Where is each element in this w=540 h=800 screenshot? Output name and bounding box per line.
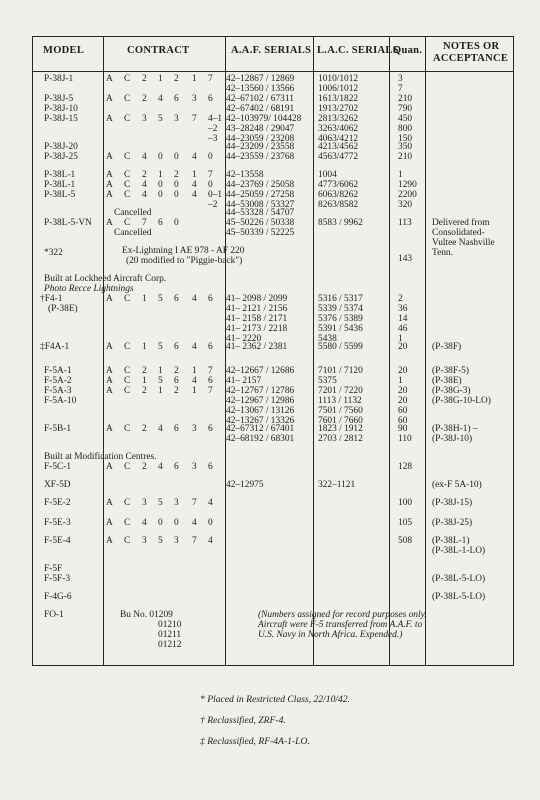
contract-cell: C [124,94,131,104]
header-notes: NOTES OR [443,41,500,52]
quantity-value: 20 [398,396,408,406]
aaf-serial: 42–67402 / 68191 [226,104,295,114]
bureau-number: Bu No. 01209 [120,610,173,620]
model-label: F-5E-3 [44,518,71,528]
contract-cell: C [124,218,131,228]
contract-cell: A [106,152,113,162]
contract-cell: 1 [192,170,197,180]
contract-cell: 4 [158,94,163,104]
contract-cell: 0 [158,180,163,190]
footnote: ‡ Reclassified, RF-4A-1-LO. [200,736,310,747]
lac-serial: 1823 / 1912 [318,424,363,434]
contract-cell: C [124,518,131,528]
contract-cell: 0–1 [208,190,223,200]
lac-serial: 1913/2702 [318,104,359,114]
quantity-value: 36 [398,304,408,314]
contract-cell: A [106,190,113,200]
contract-cell: 4 [192,376,197,386]
contract-cell: C [124,498,131,508]
aaf-serial: 41– 2121 / 2156 [226,304,288,314]
model-label: F-5C-1 [44,462,72,472]
quantity-value: 60 [398,406,408,416]
acceptance-note: (P-38F) [432,342,462,352]
header-model: MODEL [43,45,85,56]
contract-cell: 2 [142,424,147,434]
lac-serial: 4063/4212 [318,134,359,144]
contract-cell: C [124,152,131,162]
acceptance-note: Vultee Nashville [432,238,495,248]
contract-cell: 2 [142,366,147,376]
aaf-serial: 41– 2158 / 2171 [226,314,288,324]
contract-cell: A [106,180,113,190]
aaf-serial: 42–67102 / 67311 [226,94,294,104]
model-label: F-5B-1 [44,424,72,434]
lac-serial: 7101 / 7120 [318,366,363,376]
contract-cell: C [124,170,131,180]
contract-cell: 0 [174,218,179,228]
contract-cell: 0 [174,190,179,200]
lac-serial: 3263/4062 [318,124,359,134]
contract-cell: 4 [192,190,197,200]
contract-cell: 4–1 [208,114,223,124]
contract-cell: C [124,294,131,304]
model-label: P-38J-15 [44,114,78,124]
footnote: * Placed in Restricted Class, 22/10/42. [200,694,351,705]
contract-cell: 4 [208,498,213,508]
contract-cell: 7 [142,218,147,228]
record-note: Aircraft were F-5 transferred from A.A.F. to [258,620,423,630]
contract-cell: 2 [174,366,179,376]
column-divider [103,37,104,665]
aaf-serial: 42–12967 / 12986 [226,396,295,406]
acceptance-note: (P-38L-5-LO) [432,592,486,602]
aaf-serial: 42–13560 / 13566 [226,84,295,94]
contract-cell: C [124,376,131,386]
lac-serial: 5339 / 5374 [318,304,363,314]
footnotes [200,694,350,757]
quantity-value: 20 [398,386,408,396]
header-aaf-serials: A.A.F. SERIALS [231,45,312,56]
model-label: P-38L-1 [44,180,76,190]
contract-cell: A [106,424,113,434]
contract-cell: 4 [142,190,147,200]
contract-cell: 6 [174,424,179,434]
contract-cell: 0 [208,152,213,162]
model-label: †F4-1 [40,294,63,304]
contract-cell: 2 [142,170,147,180]
header-divider [33,71,513,72]
contract-cell: 2 [174,170,179,180]
contract-cell: C [124,536,131,546]
quantity-value: 20 [398,342,408,352]
contract-cell: 3 [174,536,179,546]
contract-cell: 3 [174,498,179,508]
lac-serial: 4773/6062 [318,180,359,190]
contract-cell: 6 [208,462,213,472]
quantity-value: 320 [398,200,413,210]
contract-cell: C [124,180,131,190]
contract-cell: 6 [208,94,213,104]
model-label: P-38J-1 [44,74,74,84]
cancelled-note: Cancelled [114,228,152,238]
quantity-value: 1 [398,334,403,344]
lac-serial: 8263/8582 [318,200,359,210]
contract-cell: –3 [208,134,218,144]
contract-cell: C [124,424,131,434]
contract-cell: 6 [208,294,213,304]
contract-cell: 6 [174,294,179,304]
contract-cell: 6 [174,462,179,472]
contract-cell: 0 [208,180,213,190]
aaf-serial: 42–103979/ 104428 [226,114,302,124]
contract-cell: 1 [192,366,197,376]
contract-cell: C [124,386,131,396]
header-lac-serials: L.A.C. SERIALS [317,45,399,56]
acceptance-note: (P-38H-1) – [432,424,478,434]
contract-cell: A [106,386,113,396]
acceptance-note: (P-38G-3) [432,386,471,396]
quantity-value: 113 [398,218,412,228]
aaf-serial: 42–68192 / 68301 [226,434,295,444]
column-divider [425,37,426,665]
contract-cell: 7 [192,114,197,124]
contract-cell: 2 [142,94,147,104]
contract-cell: 1 [158,74,163,84]
contract-cell: 1 [158,386,163,396]
contract-cell: –2 [208,200,218,210]
lac-serial: 5391 / 5436 [318,324,363,334]
quantity-value: 7 [398,84,403,94]
contract-cell: 4 [192,518,197,528]
contract-cell: 5 [158,342,163,352]
bureau-number: 01210 [158,620,182,630]
contract-cell: 6 [208,424,213,434]
model-label: F-5F-3 [44,574,71,584]
contract-cell: A [106,376,113,386]
contract-cell: 2 [142,74,147,84]
quantity-value: 105 [398,518,413,528]
quantity-value: 90 [398,424,408,434]
contract-cell: 3 [142,114,147,124]
acceptance-note: (P-38L-1) [432,536,470,546]
aaf-serial: 44–53008 / 53327 [226,200,295,210]
aaf-serial: 44–23209 / 23558 [226,142,295,152]
footnote: † Reclassified, ZRF-4. [200,715,286,726]
contract-cell: 3 [192,94,197,104]
quantity-value: 450 [398,114,413,124]
lac-serial: 5375 [318,376,337,386]
model-label: F-5A-1 [44,366,72,376]
aaf-serial: 42–12975 [226,480,264,490]
model-label: ‡F4A-1 [40,342,70,352]
lac-serial: 1004 [318,170,337,180]
contract-cell: A [106,74,113,84]
model-label: F-4G-6 [44,592,72,602]
ex-lightning-note: Ex-Lightning I AE 978 - AF 220 [122,246,245,256]
contract-cell: 2 [174,386,179,396]
quantity-value: 1 [398,170,403,180]
aaf-serial: 43–28248 / 29047 [226,124,295,134]
cancelled-note: Cancelled [114,208,152,218]
quantity-value: 14 [398,314,408,324]
contract-cell: 0 [174,180,179,190]
contract-cell: A [106,94,113,104]
record-note: (Numbers assigned for record purposes only. [258,610,427,620]
contract-cell: 1 [158,170,163,180]
model-label: F-5F [44,564,63,574]
contract-cell: 5 [158,376,163,386]
contract-cell: 4 [192,180,197,190]
lac-serial: 5316 / 5317 [318,294,363,304]
quantity-value: 2 [398,294,403,304]
quantity-value: 350 [398,142,413,152]
quantity-value: 110 [398,434,412,444]
model-label: P-38L-5-VN [44,218,92,228]
quantity-value: 150 [398,134,413,144]
contract-cell: 7 [192,498,197,508]
model-label: F-5E-4 [44,536,71,546]
contract-cell: 6 [174,342,179,352]
contract-cell: 6 [174,376,179,386]
quantity-value: 210 [398,94,413,104]
acceptance-note: (P-38G-10-LO) [432,396,491,406]
contract-cell: 4 [192,294,197,304]
aaf-serial: 41– 2362 / 2381 [226,342,288,352]
aaf-serial: 42–13267 / 13326 [226,416,295,426]
acceptance-note: (P-38L-5-LO) [432,574,486,584]
lac-serial: 4563/4772 [318,152,359,162]
contract-cell: 0 [158,152,163,162]
acceptance-note: (P-38J-10) [432,434,473,444]
contract-cell: 0 [158,518,163,528]
contract-cell: 2 [142,462,147,472]
piggie-back-note: (20 modified to "Piggie-back") [126,256,243,266]
contract-cell: 7 [208,366,213,376]
aaf-serial: 44–23559 / 23768 [226,152,295,162]
contract-cell: C [124,190,131,200]
contract-cell: 3 [174,114,179,124]
lac-serial: 6063/8262 [318,190,359,200]
contract-cell: 2 [142,386,147,396]
lac-serial: 8583 / 9962 [318,218,363,228]
aaf-serial: 45–50339 / 52225 [226,228,295,238]
acceptance-note: (P-38J-25) [432,518,473,528]
contract-cell: A [106,462,113,472]
bureau-number: 01212 [158,640,182,650]
acceptance-note: (P-38L-1-LO) [432,546,486,556]
model-label: P-38J-25 [44,152,78,162]
contract-cell: C [124,366,131,376]
model-label: F-5A-3 [44,386,72,396]
aaf-serial: 42–12767 / 12786 [226,386,295,396]
contract-cell: 1 [192,74,197,84]
model-label: (P-38E) [48,304,78,314]
bureau-number: 01211 [158,630,182,640]
aaf-serial: 45–50226 / 50338 [226,218,295,228]
quantity-value: 143 [398,254,413,264]
quantity-value: 60 [398,416,408,426]
quantity-value: 1 [398,376,403,386]
lac-serial: 5376 / 5389 [318,314,363,324]
aaf-serial: 42–12667 / 12686 [226,366,295,376]
acceptance-note: (P-38J-15) [432,498,473,508]
contract-cell: 6 [174,94,179,104]
contract-cell: 6 [208,342,213,352]
contract-cell: 0 [208,518,213,528]
contract-cell: 7 [192,536,197,546]
model-label: F-5A-10 [44,396,77,406]
quantity-value: 2200 [398,190,417,200]
aaf-serial: 44–25059 / 27258 [226,190,295,200]
section-heading: Built at Lockheed Aircraft Corp. [44,274,167,284]
contract-cell: 0 [174,518,179,528]
contract-cell: A [106,498,113,508]
contract-cell: 0 [174,152,179,162]
lac-serial: 5580 / 5599 [318,342,363,352]
aaf-serial: 44–23769 / 25058 [226,180,295,190]
aaf-serial: 41– 2173 / 2218 [226,324,288,334]
contract-cell: 4 [192,342,197,352]
contract-cell: 1 [142,342,147,352]
lac-serial: 1613/1822 [318,94,359,104]
contract-cell: 3 [192,462,197,472]
contract-cell: 1 [142,294,147,304]
aaf-serial: 41– 2098 / 2099 [226,294,288,304]
contract-cell: C [124,342,131,352]
lac-serial: 322–1121 [318,480,356,490]
model-label: P-38J-10 [44,104,78,114]
contract-cell: 7 [208,386,213,396]
acceptance-note: (P-38E) [432,376,462,386]
contract-cell: A [106,518,113,528]
aaf-serial: 42–13558 [226,170,264,180]
contract-cell: 5 [158,536,163,546]
aaf-serial: 41– 2157 [226,376,262,386]
lac-serial: 7601 / 7660 [318,416,363,426]
aaf-serial: 44–53328 / 54707 [226,208,295,218]
contract-cell: 0 [158,190,163,200]
quantity-value: 128 [398,462,413,472]
contract-cell: 1 [158,366,163,376]
contract-cell: 4 [158,462,163,472]
model-label: P-38J-20 [44,142,78,152]
acceptance-note: Tenn. [432,248,453,258]
contract-cell: 4 [142,518,147,528]
contract-cell: A [106,114,113,124]
contract-cell: 4 [158,424,163,434]
quantity-value: 210 [398,152,413,162]
model-label: F-5A-2 [44,376,72,386]
model-label: FO-1 [44,610,64,620]
header-quan: Quan. [393,45,423,56]
lac-serial: 5438 [318,334,337,344]
contract-cell: A [106,536,113,546]
lac-serial: 1010/1012 [318,74,359,84]
aaf-serial: 42–12867 / 12869 [226,74,295,84]
contract-cell: –2 [208,124,218,134]
model-label: P-38J-5 [44,94,74,104]
contract-cell: 2 [174,74,179,84]
contract-cell: 7 [208,170,213,180]
contract-cell: 4 [142,180,147,190]
acceptance-note: Consolidated- [432,228,485,238]
contract-cell: 6 [158,218,163,228]
quantity-value: 3 [398,74,403,84]
contract-cell: 3 [192,424,197,434]
quantity-value: 20 [398,366,408,376]
contract-cell: C [124,462,131,472]
lac-serial: 2813/3262 [318,114,359,124]
lac-serial: 1006/1012 [318,84,359,94]
contract-cell: 4 [142,152,147,162]
header-contract: CONTRACT [127,45,190,56]
header-acceptance: ACCEPTANCE [433,53,509,64]
contract-cell: 7 [208,74,213,84]
contract-cell: 5 [158,498,163,508]
quantity-value: 100 [398,498,413,508]
aaf-serial: 42–67312 / 67401 [226,424,295,434]
model-label: P-38L-5 [44,190,76,200]
column-divider [313,37,314,665]
aaf-serial: 41– 2220 [226,334,262,344]
acceptance-note: (P-38F-5) [432,366,469,376]
contract-cell: 1 [192,386,197,396]
contract-cell: 3 [142,498,147,508]
contract-cell: 3 [142,536,147,546]
lac-serial: 7201 / 7220 [318,386,363,396]
contract-cell: 4 [192,152,197,162]
contract-cell: 4 [208,536,213,546]
lac-serial: 4213/4562 [318,142,359,152]
lac-serial: 2703 / 2812 [318,434,363,444]
lac-serial: 7501 / 7560 [318,406,363,416]
contract-cell: A [106,342,113,352]
aaf-serial: 44–23059 / 23208 [226,134,295,144]
contract-cell: C [124,74,131,84]
aaf-serial: 42–13067 / 13126 [226,406,295,416]
quantity-value: 1290 [398,180,417,190]
model-label: XF-5D [44,480,71,490]
acceptance-note: (ex-F 5A-10) [432,480,482,490]
contract-cell: A [106,170,113,180]
model-label: P-38L-1 [44,170,76,180]
model-label: *322 [44,248,63,258]
section-subheading: Photo Recce Lightnings [44,284,134,294]
lac-serial: 1113 / 1132 [318,396,362,406]
quantity-value: 800 [398,124,413,134]
quantity-value: 508 [398,536,413,546]
contract-cell: 5 [158,294,163,304]
contract-cell: 5 [158,114,163,124]
contract-cell: A [106,218,113,228]
section-heading: Built at Modification Centres. [44,452,157,462]
column-divider [389,37,390,665]
contract-cell: A [106,294,113,304]
acceptance-note: Delivered from [432,218,490,228]
contract-cell: C [124,114,131,124]
quantity-value: 46 [398,324,408,334]
quantity-value: 790 [398,104,413,114]
model-label: F-5E-2 [44,498,71,508]
contract-cell: 1 [142,376,147,386]
contract-cell: 6 [208,376,213,386]
contract-cell: A [106,366,113,376]
record-note: U.S. Navy in North Africa. Expended.) [258,630,403,640]
